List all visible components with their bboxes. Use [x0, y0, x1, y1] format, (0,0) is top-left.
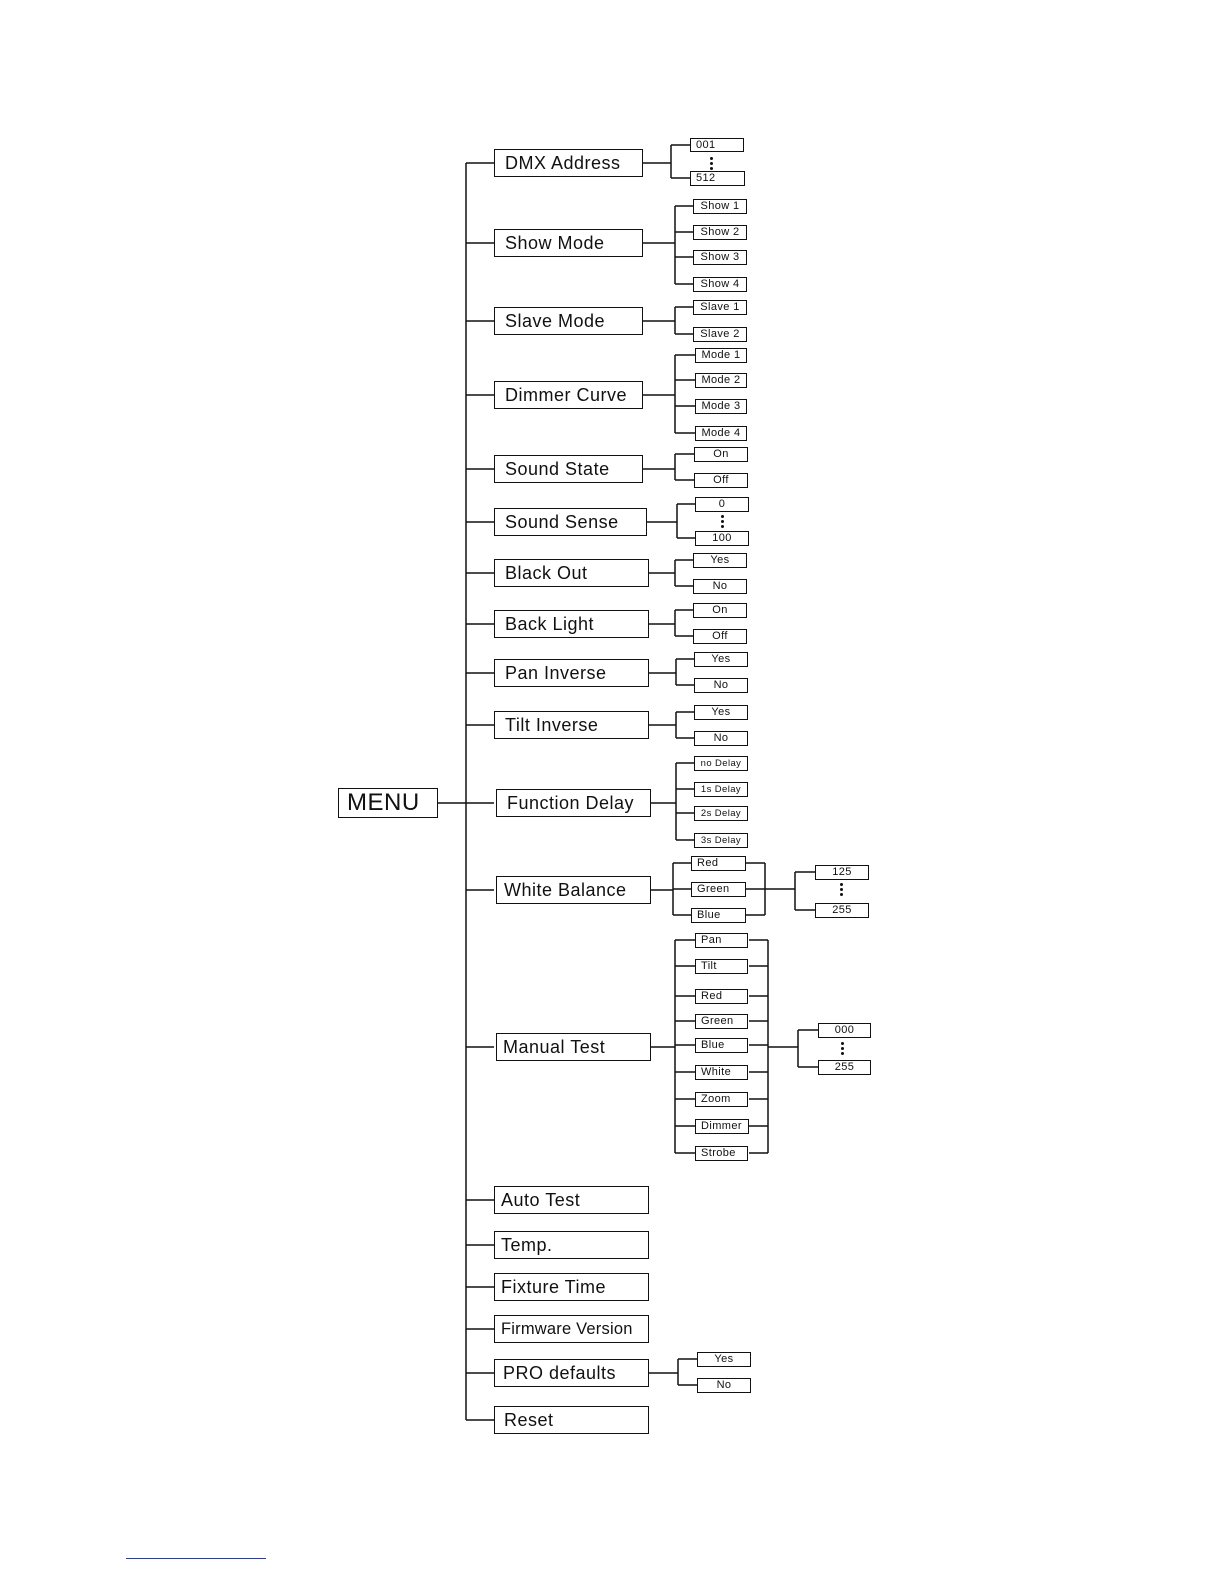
option-label: No: [713, 679, 729, 691]
option-box: [695, 989, 748, 1004]
option-label: 0: [718, 498, 726, 510]
option-label: 1s Delay: [700, 783, 742, 795]
option-label: Pan: [701, 934, 722, 946]
option-box: [695, 1092, 748, 1107]
value-box: [818, 1060, 871, 1075]
option-box: [697, 1352, 751, 1367]
option-label: Yes: [714, 1353, 734, 1365]
option-label: No: [713, 732, 729, 744]
item-label: Function Delay: [507, 793, 635, 813]
option-label: Slave 2: [700, 328, 740, 340]
option-label: Yes: [710, 554, 730, 566]
option-box: [690, 171, 745, 186]
item-black-out: [494, 559, 649, 587]
option-box: [693, 553, 747, 568]
item-label: PRO defaults: [503, 1363, 617, 1383]
item-label: Dimmer Curve: [505, 385, 628, 405]
option-box: [693, 277, 747, 292]
item-label: Tilt Inverse: [505, 715, 599, 735]
option-box: [694, 731, 748, 746]
option-label: Show 1: [700, 200, 740, 212]
option-box: [695, 373, 747, 388]
item-slave-mode: [494, 307, 643, 335]
ellipsis-dots: [840, 883, 844, 898]
menu-root-box: [338, 788, 438, 818]
item-label: Temp.: [501, 1235, 553, 1255]
option-box: [691, 856, 746, 871]
option-label: No: [712, 580, 728, 592]
option-box: [693, 327, 747, 342]
value-label: 255: [832, 904, 852, 916]
option-label: Blue: [701, 1039, 725, 1051]
option-box: [694, 705, 748, 720]
option-label: No: [716, 1379, 732, 1391]
item-manual-test: [496, 1033, 651, 1061]
option-label: Zoom: [701, 1093, 731, 1105]
value-label: 125: [832, 866, 852, 878]
option-label: Yes: [711, 706, 731, 718]
item-label: Manual Test: [503, 1037, 606, 1057]
item-label: Reset: [504, 1410, 554, 1430]
option-box: [695, 1119, 749, 1134]
item-fixture-time: [494, 1273, 649, 1301]
option-box: [693, 629, 747, 644]
option-label: Yes: [711, 653, 731, 665]
value-box: [815, 865, 869, 880]
option-label: 2s Delay: [700, 807, 742, 819]
item-label: DMX Address: [505, 153, 621, 173]
item-label: Black Out: [505, 563, 588, 583]
option-label: White: [701, 1066, 732, 1078]
option-box: [694, 806, 748, 821]
item-label: Firmware Version: [501, 1319, 633, 1338]
option-label: On: [712, 604, 728, 616]
option-box: [691, 882, 746, 897]
option-label: Green: [701, 1015, 734, 1027]
item-auto-test: [494, 1186, 649, 1214]
option-label: Mode 1: [701, 349, 741, 361]
option-box: [694, 756, 748, 771]
item-pan-inverse: [494, 659, 649, 687]
option-box: [695, 1014, 748, 1029]
option-box: [693, 225, 747, 240]
option-label: Red: [697, 857, 719, 869]
option-box: [695, 1065, 748, 1080]
option-box: [694, 652, 748, 667]
item-label: Pan Inverse: [505, 663, 607, 683]
option-box: [695, 348, 747, 363]
option-box: [694, 473, 748, 488]
option-box: [697, 1378, 751, 1393]
item-label: Slave Mode: [505, 311, 606, 331]
option-box: [694, 447, 748, 462]
value-label: 000: [834, 1024, 855, 1036]
option-box: [695, 1038, 748, 1053]
option-label: On: [713, 448, 729, 460]
option-box: [694, 782, 748, 797]
option-box: [695, 426, 747, 441]
item-sound-state: [494, 455, 643, 483]
item-label: White Balance: [504, 880, 627, 900]
option-label: Dimmer: [701, 1120, 742, 1132]
item-label: Back Light: [505, 614, 595, 634]
item-back-light: [494, 610, 649, 638]
option-box: [695, 959, 748, 974]
option-label: Show 4: [700, 278, 740, 290]
option-box: [694, 678, 748, 693]
option-label: Show 2: [700, 226, 740, 238]
option-label: Tilt: [701, 960, 717, 972]
item-label: Sound Sense: [505, 512, 619, 532]
option-label: 512: [696, 172, 716, 184]
option-box: [695, 531, 749, 546]
option-label: 3s Delay: [700, 834, 742, 846]
ellipsis-dots: [721, 515, 725, 530]
option-box: [693, 250, 747, 265]
option-label: Strobe: [701, 1147, 736, 1159]
menu-root-label: MENU: [347, 789, 420, 816]
option-box: [693, 603, 747, 618]
option-label: Mode 4: [701, 427, 741, 439]
option-box: [694, 833, 748, 848]
ellipsis-dots: [841, 1042, 845, 1057]
option-label: Mode 3: [701, 400, 741, 412]
ellipsis-dots: [710, 157, 714, 172]
option-label: no Delay: [700, 757, 742, 769]
item-dmx-address: [494, 149, 643, 177]
value-label: 255: [834, 1061, 855, 1073]
item-firmware-version: [494, 1315, 649, 1343]
item-show-mode: [494, 229, 643, 257]
option-label: Mode 2: [701, 374, 741, 386]
option-label: 100: [712, 532, 732, 544]
option-box: [693, 579, 747, 594]
item-dimmer-curve: [494, 381, 643, 409]
option-label: Off: [712, 630, 728, 642]
option-label: Show 3: [700, 251, 740, 263]
item-white-balance: [496, 876, 651, 904]
item-function-delay: [496, 789, 651, 817]
option-box: [690, 138, 744, 152]
option-box: [693, 199, 747, 214]
option-label: Green: [697, 883, 730, 895]
option-label: Blue: [697, 909, 721, 921]
item-label: Auto Test: [501, 1190, 581, 1210]
value-box: [815, 903, 869, 918]
option-label: Off: [713, 474, 729, 486]
option-label: 001: [696, 138, 716, 151]
item-label: Fixture Time: [501, 1277, 607, 1297]
value-box: [818, 1023, 871, 1038]
option-box: [695, 1146, 748, 1161]
option-label: Slave 1: [700, 301, 740, 313]
item-temp: [494, 1231, 649, 1259]
item-pro-defaults: [494, 1359, 649, 1387]
item-sound-sense: [494, 508, 647, 536]
option-box: [691, 908, 746, 923]
option-label: Red: [701, 990, 723, 1002]
option-box: [695, 933, 748, 948]
item-label: Show Mode: [505, 233, 605, 253]
option-box: [695, 399, 747, 414]
item-reset: [494, 1406, 649, 1434]
option-box: [693, 300, 747, 315]
item-label: Sound State: [505, 459, 610, 479]
option-box: [695, 497, 749, 512]
item-tilt-inverse: [494, 711, 649, 739]
footer-rule: [126, 1558, 266, 1559]
